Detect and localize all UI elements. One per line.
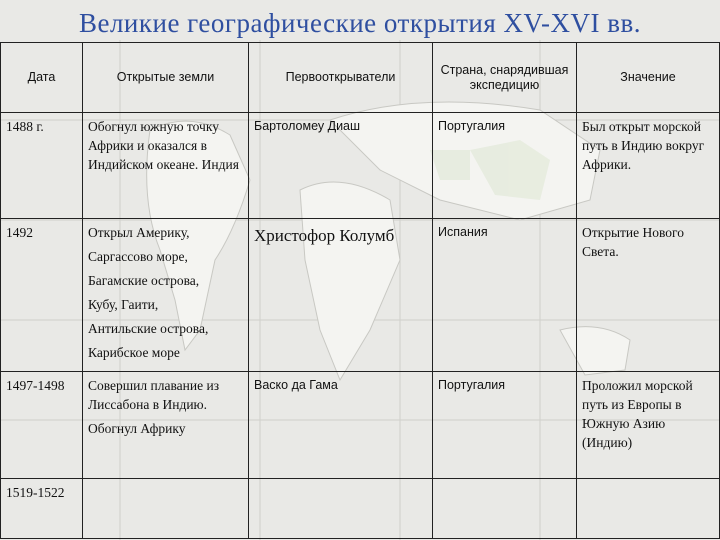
land-item: Совершил плавание из Лиссабона в Индию. xyxy=(88,378,220,412)
table-row xyxy=(1,479,720,539)
cell-date: 1519-1522 xyxy=(1,479,83,539)
header-country: Страна, снарядившая экспедицию xyxy=(433,43,577,113)
cell-lands: Обогнул южную точку Африки и оказался в Индийском океане. Индия xyxy=(83,113,249,219)
header-date: Дата xyxy=(1,43,83,113)
cell-lands xyxy=(83,219,249,372)
table-row xyxy=(1,113,720,219)
slide-title: Великие географические открытия XV-XVI вв. xyxy=(78,8,642,38)
cell-country: Португалия xyxy=(433,372,577,479)
cell-country: Испания xyxy=(433,219,577,372)
cell-lands xyxy=(83,479,249,539)
cell-explorer xyxy=(249,479,433,539)
land-item: Обогнул Африку xyxy=(88,421,186,436)
land-item: Саргассово море, xyxy=(88,249,188,264)
land-item: Открыл Америку, xyxy=(88,225,190,240)
cell-significance xyxy=(577,479,720,539)
cell-lands xyxy=(83,372,249,479)
cell-explorer: Христофор Колумб xyxy=(249,219,433,372)
discoveries-table xyxy=(0,42,720,539)
land-item: Антильские острова, xyxy=(88,321,209,336)
cell-significance: Был открыт морской путь в Индию вокруг Африки. xyxy=(577,113,720,219)
header-significance: Значение xyxy=(577,43,720,113)
table-header-row xyxy=(1,43,720,113)
cell-country xyxy=(433,479,577,539)
table-row xyxy=(1,219,720,372)
cell-date: 1492 xyxy=(1,219,83,372)
cell-date: 1488 г. xyxy=(1,113,83,219)
land-item: Карибское море xyxy=(88,345,180,360)
cell-country: Португалия xyxy=(433,113,577,219)
cell-significance: Проложил морской путь из Европы в Южную Азию (Индию) xyxy=(577,372,720,479)
land-item: Кубу, Гаити, xyxy=(88,297,159,312)
cell-date: 1497-1498 xyxy=(1,372,83,479)
table-row xyxy=(1,372,720,479)
header-explorers: Первооткрыватели xyxy=(249,43,433,113)
cell-explorer: Васко да Гама xyxy=(249,372,433,479)
land-item: Багамские острова, xyxy=(88,273,200,288)
cell-explorer: Бартоломеу Диаш xyxy=(249,113,433,219)
cell-significance: Открытие Нового Света. xyxy=(577,219,720,372)
header-lands: Открытые земли xyxy=(83,43,249,113)
